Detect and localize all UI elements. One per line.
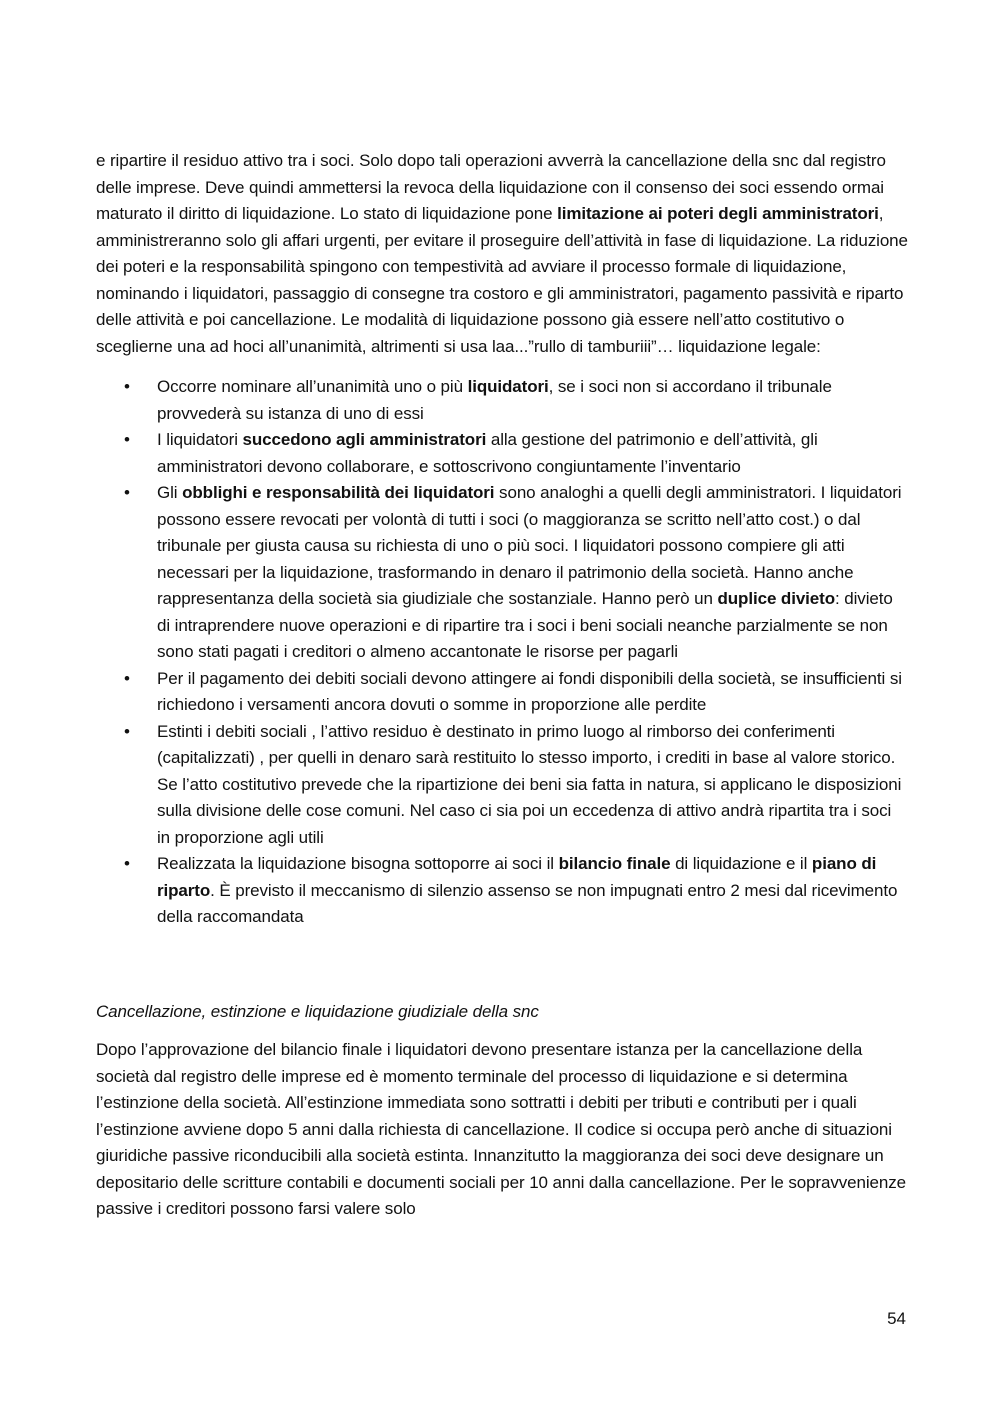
intro-paragraph xyxy=(96,148,908,360)
list-item-bold: bilancio finale xyxy=(558,854,671,873)
list-item-text: Occorre nominare all’unanimità uno o più xyxy=(157,377,468,396)
intro-text-1: e ripartire il residuo attivo tra i soci. Solo dopo tali operazioni avverrà la cancellazione della snc dal registro delle imprese. Deve quindi ammettersi la revoca della liquidazione con il consenso dei soci essendo ormai maturato il diritto di liquidazione. Lo stato di liquidazione pone xyxy=(96,151,886,223)
list-item-bold: liquidatori xyxy=(467,377,549,396)
intro-bold-1: limitazione ai poteri degli amministratori xyxy=(557,204,879,223)
list-item-text: alla gestione del patrimonio e dell’attività, gli amministratori devono collaborare, e sottoscrivono congiuntamente l’inventario xyxy=(157,430,818,476)
list-item-bold: obblighi e responsabilità dei liquidatori xyxy=(182,483,495,502)
list-item xyxy=(96,851,908,931)
list-item xyxy=(96,374,908,427)
list-item xyxy=(96,666,908,719)
list-item-text: , se i soci non si accordano il tribunale provvederà su istanza di uno di essi xyxy=(157,377,832,423)
list-item-text: sono analoghi a quelli degli amministratori. I liquidatori possono essere revocati per volontà di tutti i soci (o maggioranza se scritto nell’atto cost.) o dal tribunale per giusta causa su richiesta di uno o più soci. I liquidatori possono compiere gli atti necessari per la liquidazione, trasformando in denaro il patrimonio della società. Hanno anche rappresentanza della società sia giudiziale che sostanziale. Hanno però un xyxy=(157,483,902,608)
intro-text-2: , amministreranno solo gli affari urgenti, per evitare il proseguire dell’attività in fase di liquidazione. La riduzione dei poteri e la responsabilità spingono con tempestività ad avviare il processo formale di liquidazione, nominando i liquidatori, passaggio di consegne tra costoro e gli amministratori, pagamento passività e riparto delle attività e poi cancellazione. Le modalità di liquidazione possono già essere nell’atto costitutivo o sceglierne una ad hoci all’unanimità, altrimenti si usa laa...”rullo di tamburiii”… liquidazione legale: xyxy=(96,204,908,356)
list-item-text: I liquidatori xyxy=(157,430,243,449)
list-item-text: Realizzata la liquidazione bisogna sottoporre ai soci il xyxy=(157,854,559,873)
list-item xyxy=(96,427,908,480)
list-item-text: Gli xyxy=(157,483,183,502)
list-item xyxy=(96,719,908,852)
liquidation-bullet-list xyxy=(96,374,908,931)
bullet-icon: • xyxy=(124,854,130,873)
list-item-bold: succedono agli amministratori xyxy=(242,430,487,449)
bullet-icon: • xyxy=(124,483,130,502)
page-number: 54 xyxy=(887,1309,906,1328)
list-item-bold: duplice divieto xyxy=(717,589,836,608)
list-item-text: . È previsto il meccanismo di silenzio assenso se non impugnati entro 2 mesi dal ricevimento della raccomandata xyxy=(157,880,898,926)
list-item-text: Per il pagamento dei debiti sociali devono attingere ai fondi disponibili della società, se insufficienti si richiedono i versamenti ancora dovuti o somme in proporzione alle perdite xyxy=(157,668,902,714)
document-page xyxy=(96,148,908,1223)
bullet-icon: • xyxy=(124,377,130,396)
bullet-icon: • xyxy=(124,721,130,741)
list-item-text: Estinti i debiti sociali , l’attivo residuo è destinato in primo luogo al rimborso dei conferimenti (capitalizzati) , per quelli in denaro sarà restituito lo stesso importo, i crediti in base al valore storico. Se l’atto costitutivo prevede che la ripartizione dei beni sia fatta in natura, si applicano le disposizioni sulla divisione delle cose comuni. Nel caso ci sia poi un eccedenza di attivo andrà ripartita tra i soci in proporzione agli utili xyxy=(157,721,902,847)
bullet-icon: • xyxy=(124,668,130,688)
section-paragraph: Dopo l’approvazione del bilancio finale i liquidatori devono presentare istanza per la cancellazione della società dal registro delle imprese ed è momento terminale del processo di liquidazione e si determina l’estinzione della società. All’estinzione immediata sono sottratti i debiti per tributi e contributi per i quali l’estinzione avviene dopo 5 anni dalla richiesta di cancellazione. Il codice si occupa però anche di situazioni giuridiche passive riconducibili alla società estinta. Innanzitutto la maggioranza dei soci deve designare un depositario delle scritture contabili e documenti sociali per 10 anni dalla cancellazione. Per le sopravvenienze passive i creditori possono farsi valere solo xyxy=(96,1040,906,1218)
section-heading: Cancellazione, estinzione e liquidazione giudiziale della snc xyxy=(96,1001,539,1021)
list-item-text: : divieto di intraprendere nuove operazioni e di ripartire tra i soci i beni sociali neanche parzialmente se non sono stati pagati i creditori o almeno accantonate le risorse per pagarli xyxy=(157,589,893,661)
list-item-bold: piano di riparto xyxy=(157,854,877,900)
list-item xyxy=(96,480,908,666)
bullet-icon: • xyxy=(124,430,130,449)
list-item-text: di liquidazione e il xyxy=(670,854,812,873)
